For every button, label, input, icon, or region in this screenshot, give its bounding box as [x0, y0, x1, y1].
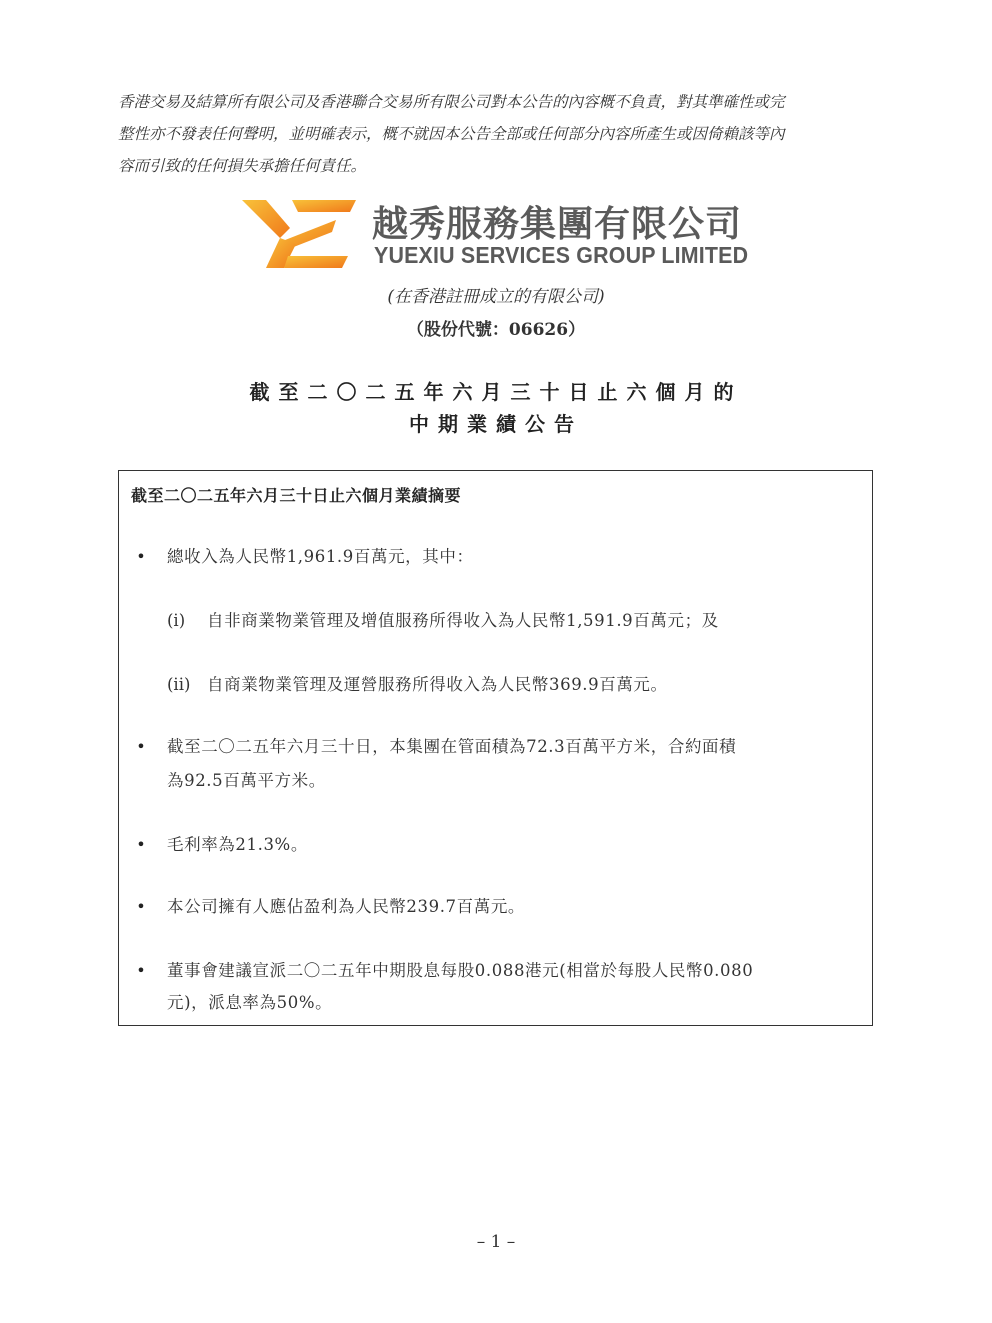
announcement-title [0, 376, 992, 440]
company-name-zh: 越秀服務集團有限公司 [372, 204, 743, 245]
summary-item-dividend: 董事會建議宣派二〇二五年中期股息每股0.088港元(相當於每股人民幣0.080 [167, 961, 754, 980]
disclaimer-line: 整性亦不發表任何聲明，並明確表示，概不就因本公告全部或任何部分內容所產生或因倚賴該等內 [118, 125, 785, 143]
disclaimer-line: 香港交易及結算所有限公司及香港聯合交易所有限公司對本公告的內容概不負責，對其準確性或完 [118, 93, 785, 111]
results-summary-box [118, 470, 873, 1026]
bullet-dot: • [136, 961, 146, 980]
summary-item-revenue: 總收入為人民幣1,961.9百萬元，其中： [167, 547, 474, 566]
bullet-dot: • [136, 835, 146, 854]
company-logo [240, 196, 760, 274]
title-line: 截至二〇二五年六月三十日止六個月的 [249, 380, 743, 404]
sub-item-number: (ii) [167, 675, 191, 694]
disclaimer [118, 86, 878, 182]
registration-note: (在香港註冊成立的有限公司) [387, 287, 605, 307]
sub-item-text: 自非商業物業管理及增值服務所得收入為人民幣1,591.9百萬元；及 [207, 611, 719, 630]
title-line: 中期業績公告 [409, 412, 583, 436]
summary-heading: 截至二〇二五年六月三十日止六個月業績摘要 [131, 486, 462, 505]
yuexiu-logo-icon [240, 198, 358, 270]
summary-item-gross-margin: 毛利率為21.3%。 [167, 835, 308, 854]
page-number: – 1 – [476, 1232, 516, 1252]
bullet-dot: • [136, 897, 146, 916]
sub-item-number: (i) [167, 611, 186, 630]
summary-item-profit: 本公司擁有人應佔盈利為人民幣239.7百萬元。 [167, 897, 526, 916]
summary-item-dividend-cont: 元)，派息率為50%。 [167, 993, 333, 1012]
bullet-dot: • [136, 737, 146, 756]
disclaimer-line: 容而引致的任何損失承擔任何責任。 [118, 157, 367, 175]
sub-item-text: 自商業物業管理及運營服務所得收入為人民幣369.9百萬元。 [207, 675, 668, 694]
summary-item-area: 截至二〇二五年六月三十日，本集團在管面積為72.3百萬平方米，合約面積 [167, 737, 737, 756]
bullet-dot: • [136, 547, 146, 566]
stock-code: （股份代號：06626） [406, 320, 586, 340]
summary-item-area-cont: 為92.5百萬平方米。 [167, 771, 326, 790]
company-name-en: YUEXIU SERVICES GROUP LIMITED [374, 242, 749, 268]
